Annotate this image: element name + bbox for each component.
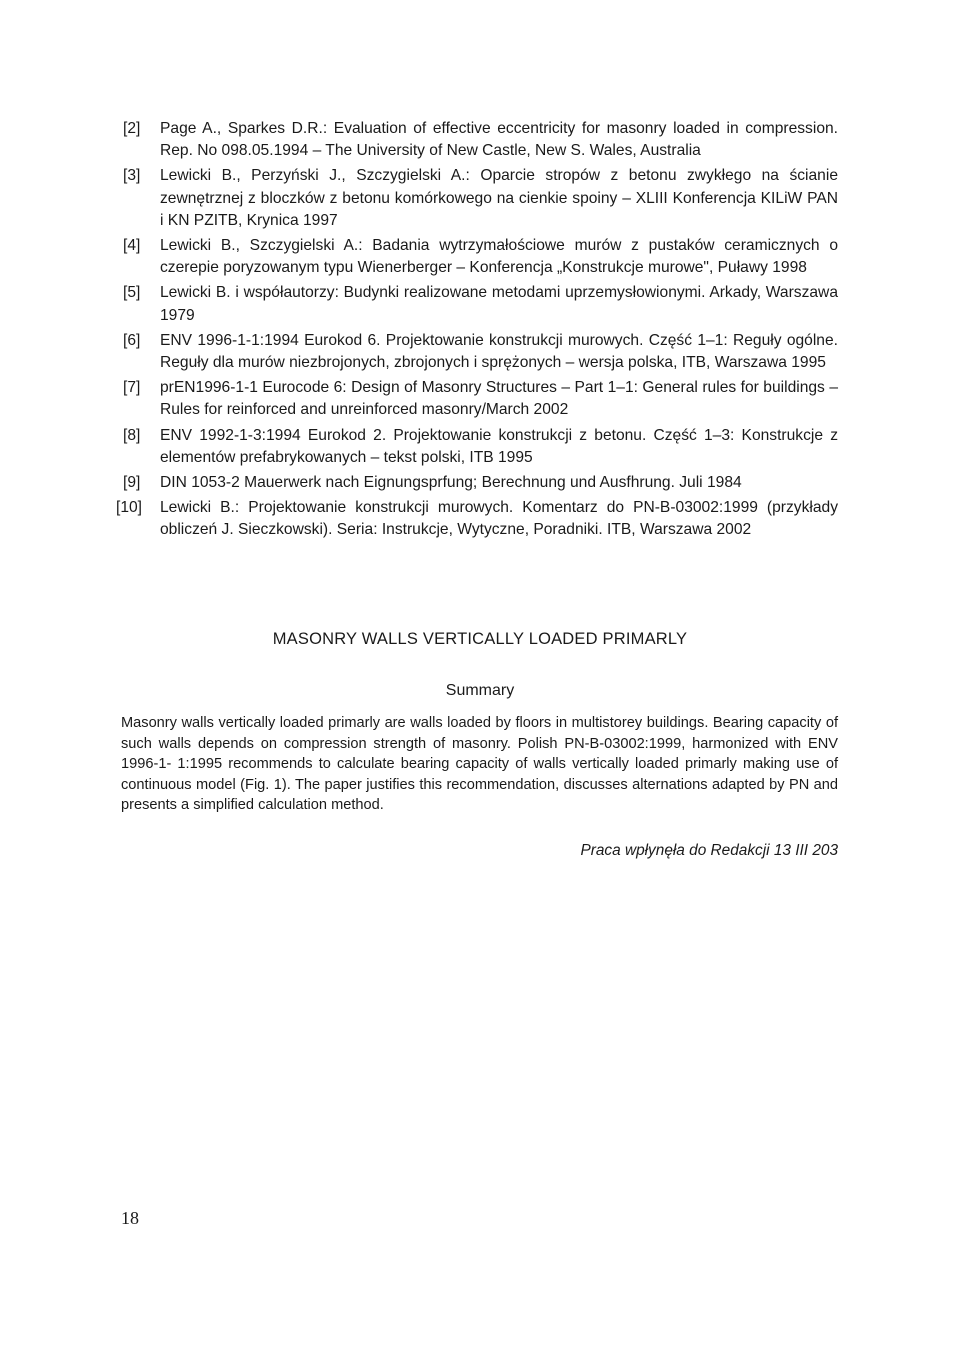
reference-item [123, 165, 838, 232]
reference-item [123, 235, 838, 279]
reference-number: [5] [123, 284, 141, 302]
reference-item [123, 472, 838, 494]
reference-text: prEN1996-1-1 Eurocode 6: Design of Masonry Structures – Part 1–1: General rules for buildings – Rules for reinforced and unreinforced masonry/March 2002 [160, 379, 838, 419]
received-note: Praca wpłynęła do Redakcji 13 III 203 [580, 842, 838, 859]
reference-text: DIN 1053-2 Mauerwerk nach Eignungsprfung; Berechnung und Ausfhrung. Juli 1984 [160, 474, 742, 492]
summary-text: Masonry walls vertically loaded primarly are walls loaded by floors in multistorey buildings. Bearing capacity of such walls depends on compression strength of masonry. Polish PN-B-03002:1999, harmonized with ENV 1996-1- 1:1995 recommends to calculate bearing capacity of walls vertically loaded primarly making use of continuous model (Fig. 1). The paper justifies this recommendation, discusses alternations adapted by PN and presents a simplified calculation method. [121, 715, 838, 814]
reference-item [116, 497, 838, 541]
reference-list [116, 118, 838, 545]
reference-number: [7] [123, 379, 141, 397]
english-title: MASONRY WALLS VERTICALLY LOADED PRIMARLY [272, 630, 688, 648]
reference-text: Lewicki B., Szczygielski A.: Badania wytrzymałościowe murów z pustaków ceramicznych o czerepie poryzowanym typu Wienerberger – Konferencja „Konstrukcje murowe", Puławy 1998 [160, 237, 838, 277]
reference-number: [3] [123, 167, 141, 185]
reference-text: Page A., Sparkes D.R.: Evaluation of effective eccentricity for masonry loaded in compression. Rep. No 098.05.1994 – The University of New Castle, New S. Wales, Australia [160, 120, 838, 160]
reference-item [123, 118, 838, 162]
reference-text: ENV 1996-1-1:1994 Eurokod 6. Projektowanie konstrukcji murowych. Część 1–1: Reguły ogólne. Reguły dla murów niezbrojonych, zbrojonych i sprężonych – wersja polska, ITB, Warszawa 1995 [160, 331, 838, 372]
reference-item [123, 282, 838, 326]
reference-number: [2] [123, 120, 141, 137]
reference-number: [4] [123, 237, 141, 255]
summary-heading: Summary [445, 682, 515, 699]
reference-number: [6] [123, 331, 141, 349]
reference-text: ENV 1992-1-3:1994 Eurokod 2. Projektowanie konstrukcji z betonu. Część 1–3: Konstrukcje z elementów prefabrykowanych – tekst polski, ITB 1995 [160, 426, 838, 466]
reference-item [123, 377, 838, 421]
reference-text: Lewicki B., Perzyński J., Szczygielski A.: Oparcie stropów z betonu zwykłego na ścianie zewnętrznej z bloczków z betonu komórkowego na cienkie spoiny – XLIII Konferencja KILiW PAN i KN PZITB, Krynica 1997 [160, 167, 838, 229]
reference-text: Lewicki B.: Projektowanie konstrukcji murowych. Komentarz do PN-B-03002:1999 (przykłady obliczeń J. Sieczkowski). Seria: Instrukcje, Wytyczne, Poradniki. ITB, Warszawa 2002 [160, 499, 838, 539]
reference-item [123, 330, 838, 374]
reference-item [123, 425, 838, 469]
page-number: 18 [121, 1208, 139, 1228]
reference-text: Lewicki B. i współautorzy: Budynki realizowane metodami uprzemysłowionymi. Arkady, Warszawa 1979 [160, 284, 838, 324]
reference-number: [8] [123, 426, 141, 444]
reference-number: [10] [116, 499, 143, 517]
reference-number: [9] [123, 474, 141, 492]
